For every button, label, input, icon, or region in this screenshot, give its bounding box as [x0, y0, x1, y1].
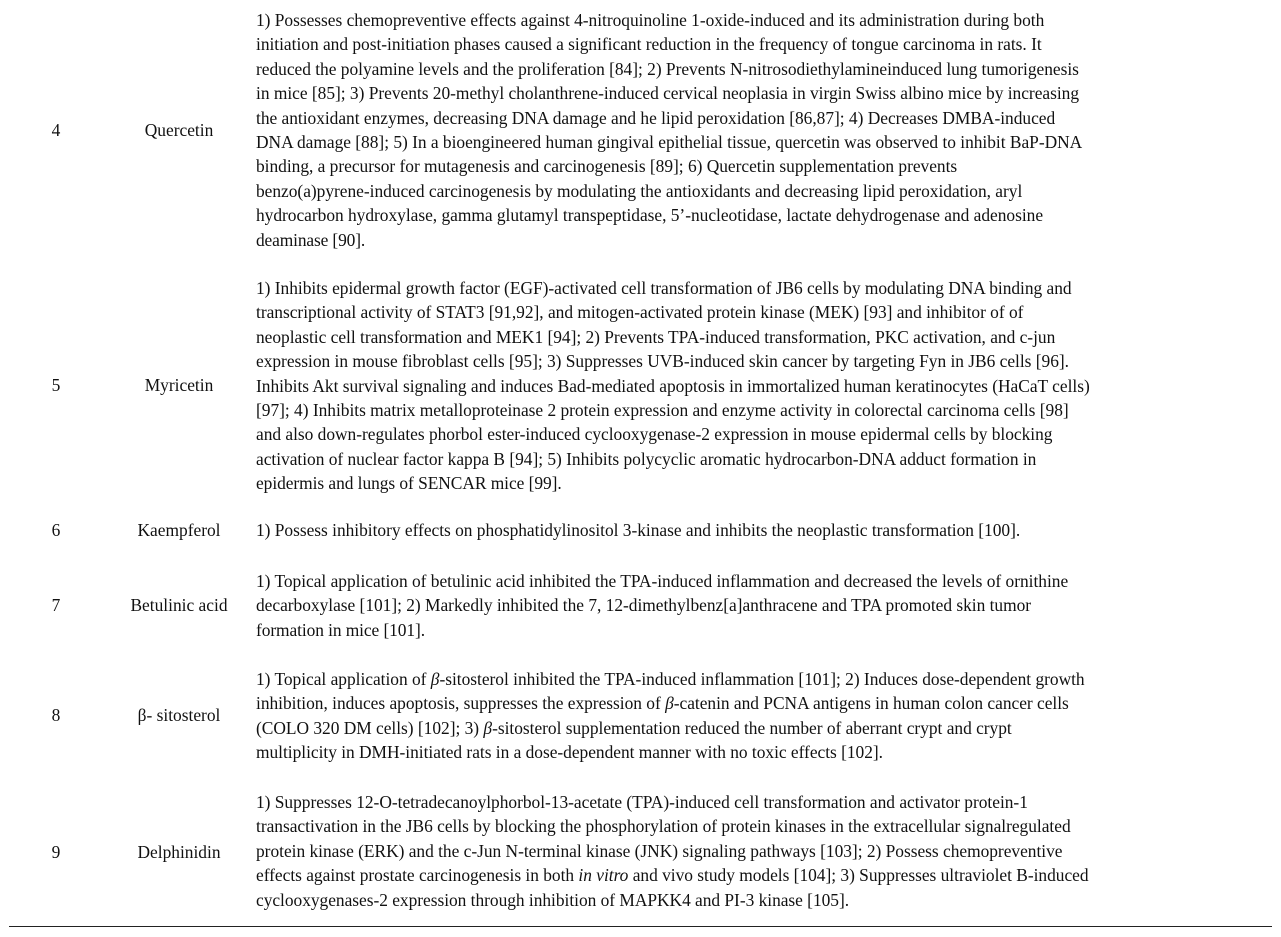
effect-line: activation of nuclear factor kappa B [94]; 5) Inhibits polycyclic aromatic hydrocarbon-DNA adduct formation in [256, 448, 1037, 469]
compound-name: Delphinidin [137, 842, 221, 862]
effect-line: Inhibits Akt survival signaling and induces Bad-mediated apoptosis in immortalized human keratinocytes (HaCaT cells) [256, 375, 1090, 396]
effect-line: effects against prostate carcinogenesis in both in vitro and vivo study models [104]; 3) Suppresses ultraviolet B-induced [256, 865, 1089, 886]
effect-line: DNA damage [88]; 5) In a bioengineered human gingival epithelial tissue, quercetin was observed to inhibit BaP-DNA [256, 132, 1083, 153]
effect-line: inhibition, induces apoptosis, suppresses the expression of β-catenin and PCNA antigens in human colon cancer cells [256, 693, 1069, 714]
effect-line: the antioxidant enzymes, decreasing DNA damage and he lipid peroxidation [86,87]; 4) Decreases DMBA-induced [256, 107, 1056, 128]
effect-line: decarboxylase [101]; 2) Markedly inhibited the 7, 12-dimethylbenz[a]anthracene and TPA promoted skin tumor [256, 595, 1032, 616]
row-number: 6 [51, 520, 61, 540]
effect-line: epidermis and lungs of SENCAR mice [99]. [256, 473, 562, 494]
compound-effects [256, 667, 1276, 765]
effect-line: benzo(a)pyrene-induced carcinogenesis by modulating the antioxidants and decreasing lipid peroxidation, aryl [256, 180, 1023, 201]
compound-effects [256, 276, 1276, 496]
effect-line: expression in mouse fibroblast cells [95]; 3) Suppresses UVB-induced skin cancer by targeting Fyn in JB6 cells [96]. [256, 351, 1069, 372]
row-number: 8 [51, 705, 61, 725]
in-vitro-text: in vitro [578, 865, 629, 886]
row-number: 7 [51, 595, 61, 615]
row-number: 4 [51, 120, 61, 140]
effect-line: 1) Topical application of betulinic acid inhibited the TPA-induced inflammation and decreased the levels of ornithine [256, 571, 1069, 591]
effect-line: cyclooxygenases-2 expression through inhibition of MAPKK4 and PI-3 kinase [105]. [256, 889, 850, 910]
row-number: 9 [51, 842, 61, 862]
compound-effects [256, 8, 1276, 252]
effect-line: transcriptional activity of STAT3 [91,92], and mitogen-activated protein kinase (MEK) [93] and inhibitor of of [256, 302, 1024, 323]
compound-effects [256, 518, 1276, 542]
effect-line: 1) Suppresses 12-O-tetradecanoylphorbol-13-acetate (TPA)-induced cell transformation and activator protein-1 [256, 792, 1028, 812]
compound-name: β- sitosterol [137, 705, 221, 725]
effect-line: 1) Topical application of β-sitosterol inhibited the TPA-induced inflammation [101]; 2) Induces dose-dependent growth [256, 669, 1085, 689]
effect-line: 1) Inhibits epidermal growth factor (EGF)-activated cell transformation of JB6 cells by modulating DNA binding and [256, 278, 1072, 298]
effect-line: and also down-regulates phorbol ester-induced cyclooxygenase-2 expression in mouse epidermal cells by blocking [256, 424, 1053, 445]
effect-line: [97]; 4) Inhibits matrix metalloproteinase 2 protein expression and enzyme activity in colorectal carcinoma cells [98] [256, 400, 1069, 421]
effect-line: binding, a precursor for mutagenesis and carcinogenesis [89]; 6) Quercetin supplementation prevents [256, 156, 958, 177]
compound-effects [256, 569, 1276, 642]
effect-line: formation in mice [101]. [256, 619, 425, 640]
beta-symbol: β [430, 669, 440, 689]
beta-symbol: β [483, 717, 493, 738]
beta-symbol: β [665, 693, 674, 714]
compound-name: Quercetin [144, 120, 214, 140]
compound-effects [256, 790, 1276, 912]
effect-line: (COLO 320 DM cells) [102]; 3) β-sitosterol supplementation reduced the number of aberrant crypt and crypt [256, 717, 1012, 738]
effect-line: protein kinase (ERK) and the c-Jun N-terminal kinase (JNK) signaling pathways [103]; 2) Possess chemopreventive [256, 840, 1063, 861]
effect-line: reduced the polyamine levels and the proliferation [84]; 2) Prevents N-nitrosodiethylamineinduced lung tumorigenesis [256, 58, 1079, 79]
effect-line: in mice [85]; 3) Prevents 20-methyl cholanthrene-induced cervical neoplasia in virgin Swiss albino mice by increasing [256, 83, 1080, 104]
effect-line: initiation and post-initiation phases caused a significant reduction in the frequency of tongue carcinoma in rats. It [256, 34, 1042, 55]
compound-name: Betulinic acid [130, 595, 228, 615]
effect-line: 1) Possesses chemopreventive effects against 4-nitroquinoline 1-oxide-induced and its administration during both [256, 10, 1045, 30]
effect-line: hydrocarbon hydroxylase, gamma glutamyl transpeptidase, 5’-nucleotidase, lactate dehydrogenase and adenosine [256, 205, 1044, 226]
effect-line: 1) Possess inhibitory effects on phosphatidylinositol 3-kinase and inhibits the neoplastic transformation [100]. [256, 520, 1021, 540]
compound-name: Kaempferol [137, 520, 221, 540]
effect-line: transactivation in the JB6 cells by blocking the phosphorylation of protein kinases in the extracellular signalregulated [256, 816, 1071, 837]
effect-line: neoplastic cell transformation and MEK1 [94]; 2) Prevents TPA-induced transformation, PKC activation, and c-jun [256, 326, 1056, 347]
row-number: 5 [51, 375, 61, 395]
table-bottom-rule [9, 926, 1272, 927]
effect-line: deaminase [90]. [256, 229, 366, 250]
compound-name: Myricetin [144, 375, 214, 395]
effect-line: multiplicity in DMH-initiated rats in a dose-dependent manner with no toxic effects [102]. [256, 742, 883, 763]
